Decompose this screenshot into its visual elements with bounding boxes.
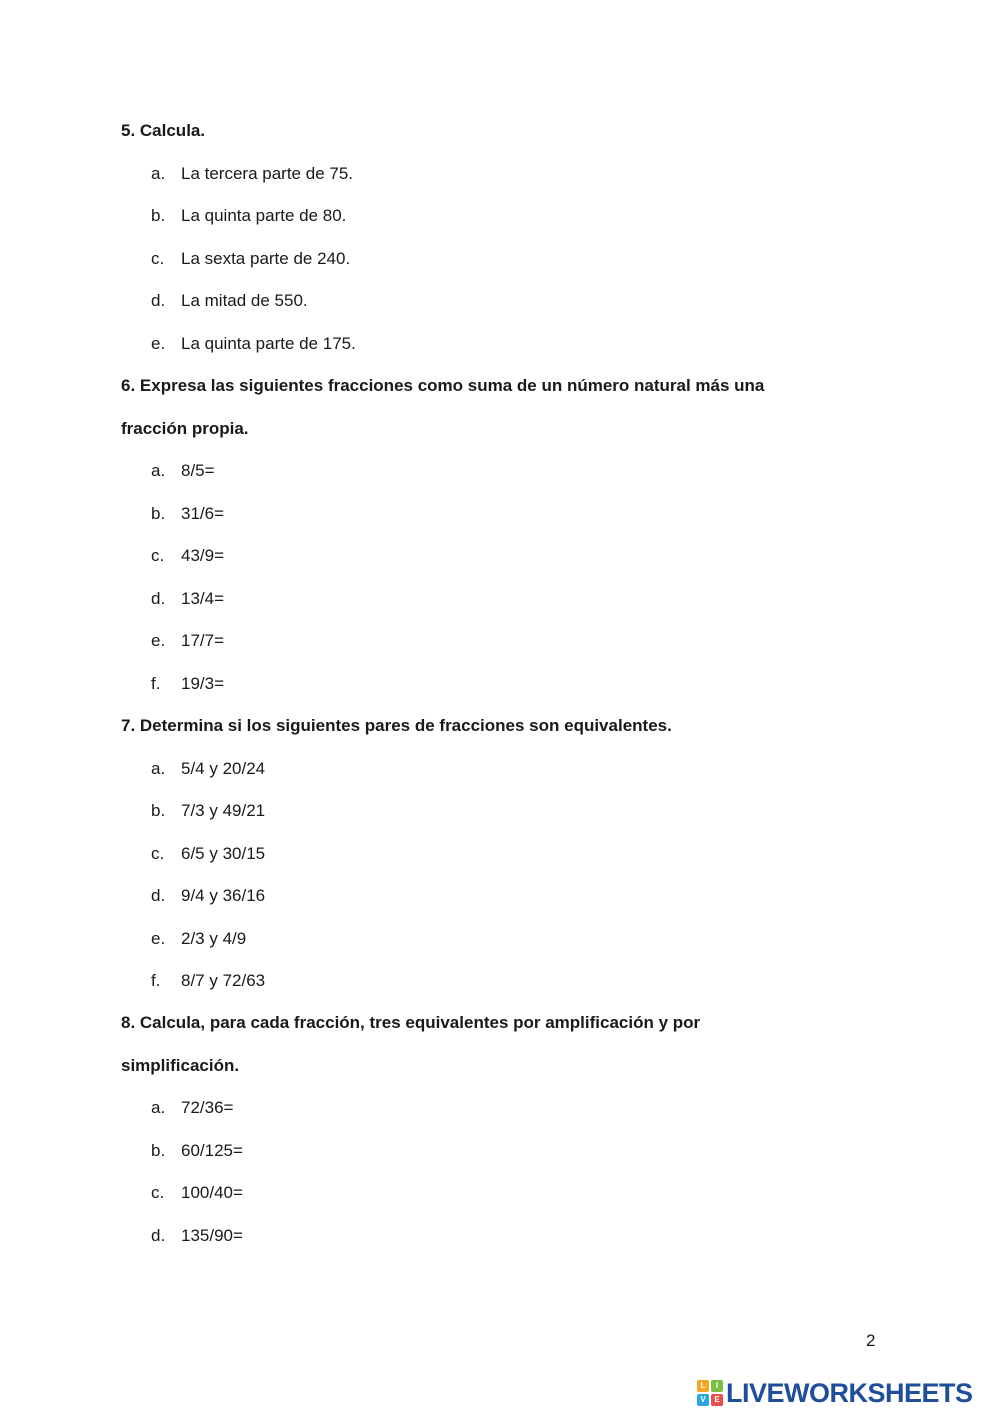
section-8-heading: 8. Calcula, para cada fracción, tres equivalentes por amplificación y por [121, 1013, 701, 1032]
item-text: 17/7= [181, 631, 225, 650]
logo-text: LIVEWORKSHEETS [726, 1378, 973, 1408]
item-text: La tercera parte de 75. [181, 164, 354, 183]
item-text: 31/6= [181, 504, 225, 523]
item-text: 100/40= [181, 1183, 243, 1202]
item-text: La quinta parte de 175. [181, 334, 356, 353]
item-text: 13/4= [181, 589, 225, 608]
page-number: 2 [866, 1331, 876, 1350]
item-letter: b. [151, 801, 166, 820]
item-text: La mitad de 550. [181, 291, 308, 310]
item-text: 5/4 y 20/24 [181, 759, 266, 778]
item-letter: f. [151, 971, 161, 990]
liveworksheets-logo[interactable] [697, 1378, 973, 1408]
item-letter: b. [151, 504, 166, 523]
item-text: 43/9= [181, 546, 225, 565]
item-text: La sexta parte de 240. [181, 249, 351, 268]
item-letter: b. [151, 206, 166, 225]
section-8-heading-continued: simplificación. [121, 1056, 240, 1075]
item-letter: d. [151, 291, 166, 310]
item-text: 9/4 y 36/16 [181, 886, 266, 905]
logo-mark-tile: I [711, 1380, 723, 1392]
item-letter: f. [151, 674, 161, 693]
item-letter: e. [151, 631, 166, 650]
section-6-heading-continued: fracción propia. [121, 419, 249, 438]
item-letter: d. [151, 589, 166, 608]
item-letter: e. [151, 334, 166, 353]
item-letter: a. [151, 461, 166, 480]
item-text: 60/125= [181, 1141, 243, 1160]
section-7-heading: 7. Determina si los siguientes pares de fracciones son equivalentes. [121, 716, 672, 735]
item-letter: b. [151, 1141, 166, 1160]
item-letter: d. [151, 886, 166, 905]
item-letter: a. [151, 759, 166, 778]
section-5-heading: 5. Calcula. [121, 121, 206, 140]
logo-mark-tile: V [697, 1394, 709, 1406]
item-letter: a. [151, 164, 166, 183]
item-letter: c. [151, 1183, 165, 1202]
item-letter: c. [151, 249, 165, 268]
item-letter: a. [151, 1098, 166, 1117]
item-text: 7/3 y 49/21 [181, 801, 266, 820]
item-letter: c. [151, 546, 165, 565]
item-text: La quinta parte de 80. [181, 206, 347, 225]
item-text: 8/7 y 72/63 [181, 971, 266, 990]
item-text: 72/36= [181, 1098, 234, 1117]
item-letter: c. [151, 844, 165, 863]
item-text: 6/5 y 30/15 [181, 844, 266, 863]
logo-mark-tile: L [697, 1380, 709, 1392]
logo-mark-icon [697, 1380, 723, 1406]
item-text: 2/3 y 4/9 [181, 929, 247, 948]
item-text: 8/5= [181, 461, 215, 480]
item-letter: e. [151, 929, 166, 948]
section-6-heading: 6. Expresa las siguientes fracciones como suma de un número natural más una [121, 376, 765, 395]
item-text: 19/3= [181, 674, 225, 693]
item-text: 135/90= [181, 1226, 243, 1245]
item-letter: d. [151, 1226, 166, 1245]
logo-mark-tile: E [711, 1394, 723, 1406]
